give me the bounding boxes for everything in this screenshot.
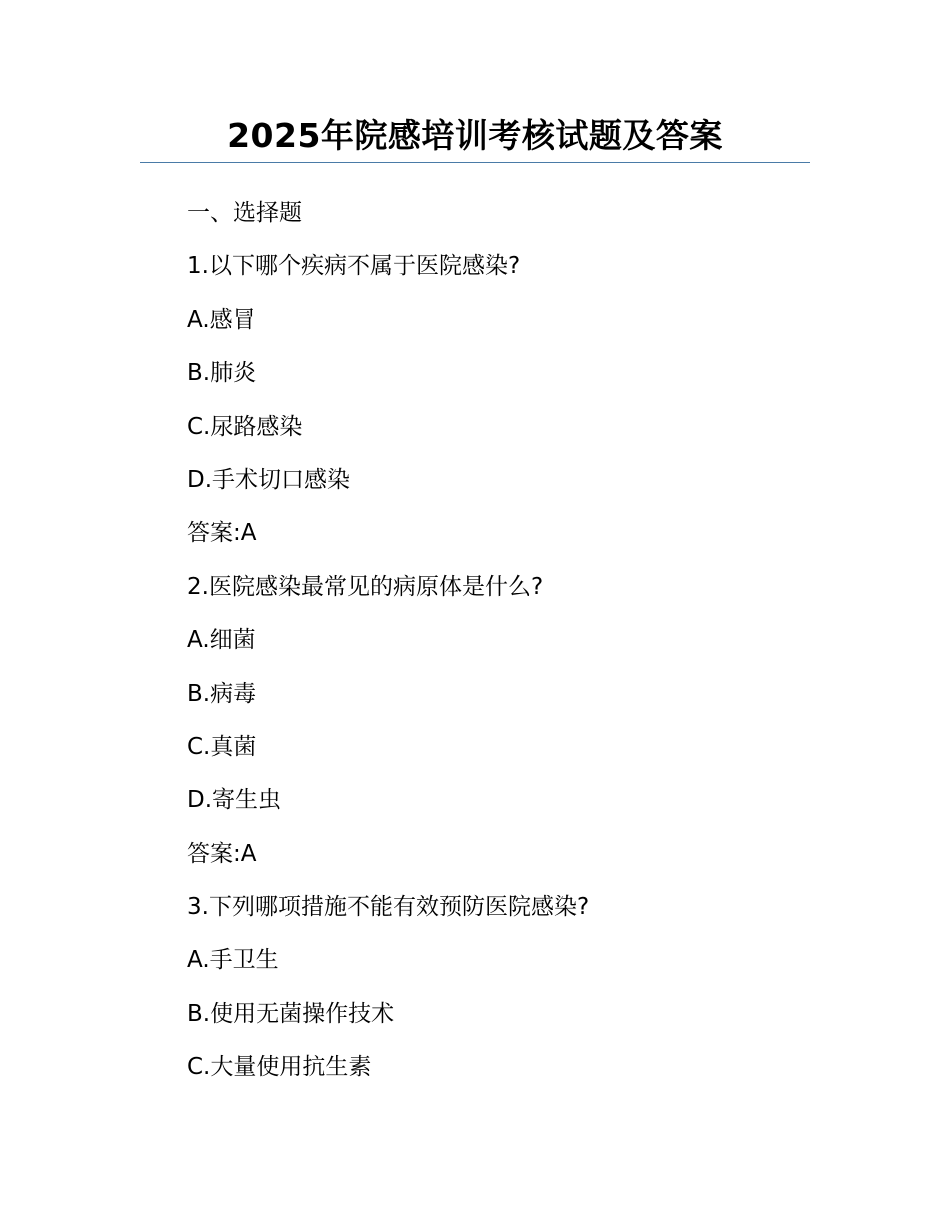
option-d: D.手术切口感染 — [187, 466, 351, 493]
question-stem: 1.以下哪个疾病不属于医院感染? — [187, 253, 521, 280]
option-a: A.细菌 — [187, 627, 256, 654]
option-b: B.使用无菌操作技术 — [187, 1000, 395, 1027]
answer-line: 答案:A — [187, 520, 257, 547]
option-b: B.肺炎 — [187, 360, 257, 387]
title-divider — [140, 162, 810, 163]
option-c: C.真菌 — [187, 733, 257, 760]
page-title: 2025年院感培训考核试题及答案 — [227, 116, 723, 155]
question-stem: 3.下列哪项措施不能有效预防医院感染? — [187, 894, 590, 921]
answer-line: 答案:A — [187, 840, 257, 867]
option-c: C.尿路感染 — [187, 413, 303, 440]
option-c: C.大量使用抗生素 — [187, 1054, 372, 1081]
document-body — [187, 193, 807, 1101]
option-a: A.手卫生 — [187, 947, 279, 974]
section-heading: 一、选择题 — [187, 200, 302, 226]
option-a: A.感冒 — [187, 306, 256, 333]
option-d: D.寄生虫 — [187, 787, 282, 814]
option-b: B.病毒 — [187, 680, 257, 707]
question-stem: 2.医院感染最常见的病原体是什么? — [187, 573, 544, 600]
